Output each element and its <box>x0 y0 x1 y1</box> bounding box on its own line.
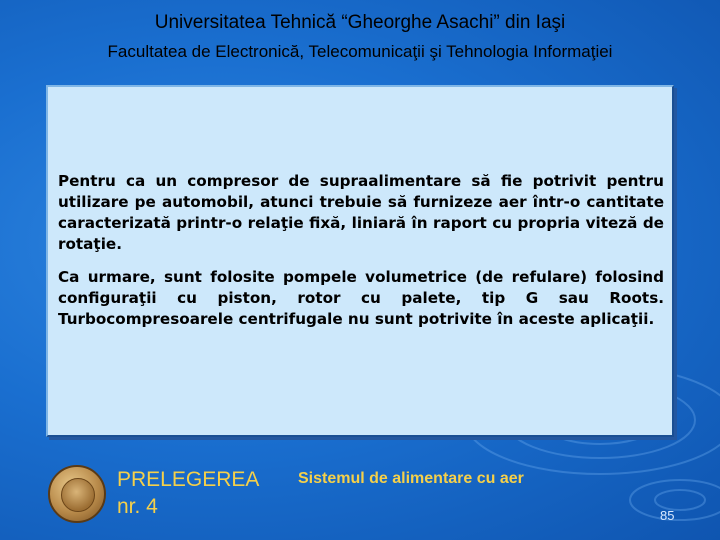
faculty-title: Facultatea de Electronică, Telecomunicaţii şi Tehnologia Informaţiei <box>107 42 613 61</box>
university-title: Universitatea Tehnică “Gheorghe Asachi” din Iaşi <box>154 12 566 33</box>
lecture-topic: Sistemul de alimentare cu aer <box>298 470 524 487</box>
university-emblem-icon <box>48 465 106 523</box>
lecture-label: PRELEGEREA <box>117 468 260 491</box>
paragraph-2: Ca urmare, sunt folosite pompele volumetrice (de refulare) folosind configuraţii cu piston, rotor cu palete, tip G sau Roots. Turbocompresoarele centrifugale nu sunt potrivite în aceste aplicaţii. <box>58 268 664 328</box>
page-number: 85 <box>660 508 675 523</box>
content-panel <box>46 85 674 437</box>
paragraph-1: Pentru ca un compresor de supraalimentare să fie potrivit pentru utilizare pe automobil, atunci trebuie să furnizeze aer într-o cantitate caracterizată printr-o relaţie fixă, liniară în raport cu propria viteză de rotaţie. <box>58 172 664 253</box>
lecture-number: nr. 4 <box>117 495 158 518</box>
